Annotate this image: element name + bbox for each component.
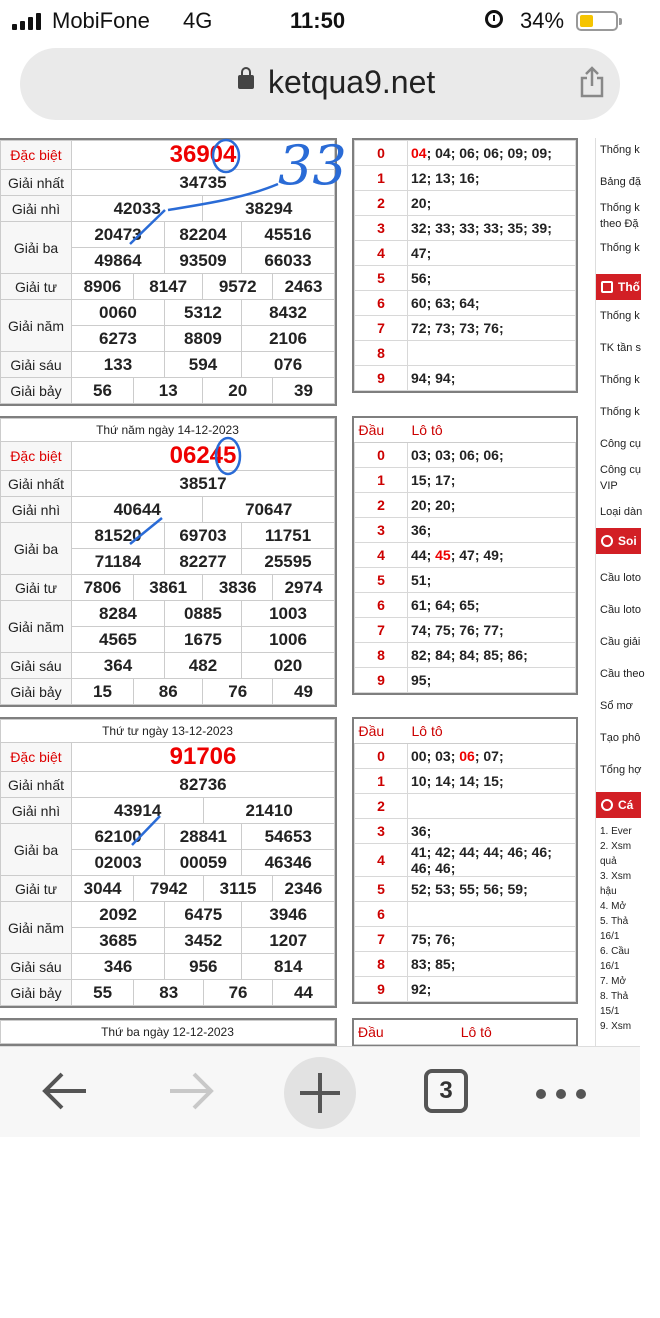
loto-row (355, 191, 576, 216)
loto-cell: 94; 94; (408, 366, 576, 391)
dau-header: Đầu (355, 719, 408, 744)
third-prize: 62100 (72, 824, 165, 850)
share-icon[interactable] (578, 66, 606, 98)
fourth-prize: 7942 (134, 876, 204, 902)
prize-label: Giải nhất (1, 471, 72, 497)
dau-cell: 3 (355, 216, 408, 241)
result-table (0, 1018, 337, 1046)
sixth-prize: 482 (164, 653, 241, 679)
sidebar-link[interactable]: Thống k (600, 144, 640, 156)
loto-header: Lô tô (408, 418, 576, 443)
sidebar-link[interactable]: theo Đặ (600, 218, 639, 230)
users-icon (601, 799, 613, 811)
loto-row (355, 291, 576, 316)
seventh-prize: 44 (272, 980, 334, 1006)
prize-label: Đặc biệt (1, 442, 72, 471)
right-sidebar (595, 138, 645, 1046)
prize-label: Giải nhì (1, 798, 72, 824)
dau-cell: 7 (355, 316, 408, 341)
dau-cell: 8 (355, 643, 408, 668)
sixth-prize: 364 (72, 653, 165, 679)
new-tab-button[interactable] (284, 1057, 356, 1129)
loto-cell: 82; 84; 84; 85; 86; (408, 643, 576, 668)
second-prize: 43914 (72, 798, 204, 824)
loto-cell: 44; 45; 47; 49; (408, 543, 576, 568)
loto-row (355, 877, 576, 902)
dau-cell: 0 (355, 141, 408, 166)
result-block (0, 416, 640, 716)
fifth-prize: 0060 (72, 300, 165, 326)
sidebar-news-link[interactable]: 4. Mở (600, 901, 627, 912)
second-prize: 40644 (72, 497, 203, 523)
fourth-prize: 7806 (72, 575, 134, 601)
dau-cell: 0 (355, 443, 408, 468)
dau-cell: 8 (355, 341, 408, 366)
address-bar[interactable] (20, 48, 620, 120)
prize-label: Giải nhì (1, 497, 72, 523)
third-prize: 20473 (72, 222, 165, 248)
prize-label: Giải sáu (1, 352, 72, 378)
loto-cell: 10; 14; 14; 15; (408, 769, 576, 794)
prize-label: Giải tư (1, 575, 72, 601)
alarm-icon (485, 10, 503, 28)
fourth-prize: 3115 (204, 876, 272, 902)
prize-label: Giải năm (1, 601, 72, 653)
loto-row (355, 794, 576, 819)
prize-label: Giải nhất (1, 170, 72, 196)
sidebar-link[interactable]: Loại dàn (600, 506, 643, 518)
dau-cell: 3 (355, 518, 408, 543)
signal-icon (12, 12, 41, 30)
loto-row (355, 316, 576, 341)
loto-row (355, 266, 576, 291)
loto-cell (408, 341, 576, 366)
result-table (0, 138, 337, 406)
fifth-prize: 2106 (242, 326, 335, 352)
fifth-prize: 1006 (242, 627, 335, 653)
loto-cell: 83; 85; (408, 952, 576, 977)
loto-row (355, 643, 576, 668)
first-prize: 82736 (72, 772, 335, 798)
dau-cell: 4 (355, 241, 408, 266)
loto-cell: 60; 63; 64; (408, 291, 576, 316)
loto-cell: 56; (408, 266, 576, 291)
sixth-prize: 956 (165, 954, 242, 980)
special-prize: 36904 (72, 141, 335, 170)
result-date: Thứ tư ngày 13-12-2023 (1, 720, 335, 743)
dau-header: Đầu (355, 418, 408, 443)
fifth-prize: 1003 (242, 601, 335, 627)
third-prize: 11751 (242, 523, 335, 549)
loto-row (355, 341, 576, 366)
sixth-prize: 076 (242, 352, 335, 378)
fifth-prize: 2092 (72, 902, 165, 928)
prize-label: Giải năm (1, 300, 72, 352)
sidebar-news-link[interactable]: 9. Xsm (600, 1021, 632, 1032)
loto-cell (408, 794, 576, 819)
third-prize: 82204 (164, 222, 241, 248)
dau-cell: 4 (355, 543, 408, 568)
loto-row (355, 241, 576, 266)
seventh-prize: 55 (72, 980, 134, 1006)
loto-row (355, 668, 576, 693)
dau-cell: 5 (355, 266, 408, 291)
fourth-prize: 9572 (203, 274, 273, 300)
fifth-prize: 5312 (164, 300, 241, 326)
loto-row (355, 618, 576, 643)
loto-header: Lô tô (408, 719, 576, 744)
sidebar-news-link[interactable]: 7. Mở (600, 976, 627, 987)
loto-table (352, 138, 578, 393)
page-content[interactable] (0, 134, 645, 1046)
loto-row (355, 952, 576, 977)
loto-row (355, 902, 576, 927)
seventh-prize: 13 (133, 378, 203, 404)
loto-row (355, 744, 576, 769)
url-text[interactable]: ketqua9.net (268, 64, 436, 100)
loto-row (355, 166, 576, 191)
third-prize: 82277 (164, 549, 241, 575)
loto-table (352, 717, 578, 1004)
more-menu-icon[interactable] (536, 1089, 586, 1099)
sidebar-section-header: Thố (596, 274, 641, 300)
sidebar-news-link[interactable]: 8. Thả (600, 991, 629, 1002)
third-prize: 49864 (72, 248, 165, 274)
loto-cell: 03; 03; 06; 06; (408, 443, 576, 468)
loto-row (355, 518, 576, 543)
loto-cell: 51; (408, 568, 576, 593)
first-prize: 38517 (72, 471, 335, 497)
dau-cell: 0 (355, 744, 408, 769)
sidebar-news-link[interactable]: 2. Xsm (600, 841, 632, 852)
dau-cell: 3 (355, 819, 408, 844)
prize-label: Giải bảy (1, 378, 72, 404)
third-prize: 81520 (72, 523, 165, 549)
loto-cell: 12; 13; 16; (408, 166, 576, 191)
seventh-prize: 49 (273, 679, 335, 705)
dau-cell: 6 (355, 902, 408, 927)
fifth-prize: 6475 (165, 902, 242, 928)
sidebar-link[interactable]: TK tần s (600, 342, 641, 354)
sidebar-news-link[interactable]: 16/1 (600, 961, 620, 972)
lock-icon (238, 75, 254, 89)
back-icon[interactable] (40, 1069, 90, 1113)
third-prize: 00059 (165, 850, 242, 876)
result-date: Thứ ba ngày 12-12-2023 (1, 1021, 335, 1044)
battery-icon (576, 11, 618, 31)
sidebar-link[interactable]: Sổ mơ (600, 700, 633, 712)
loto-cell: 32; 33; 33; 33; 35; 39; (408, 216, 576, 241)
forward-icon[interactable] (166, 1069, 216, 1113)
seventh-prize: 20 (203, 378, 273, 404)
result-block (0, 717, 640, 1017)
loto-row (355, 593, 576, 618)
loto-cell: 00; 03; 06; 07; (408, 744, 576, 769)
third-prize: 71184 (72, 549, 165, 575)
loto-row (355, 216, 576, 241)
prize-label: Giải bảy (1, 679, 72, 705)
sidebar-section-header: Cá (596, 792, 641, 818)
prize-label: Giải sáu (1, 653, 72, 679)
loto-cell: 41; 42; 44; 44; 46; 46; 46; 46; (408, 844, 576, 877)
third-prize: 54653 (242, 824, 335, 850)
dau-cell: 2 (355, 493, 408, 518)
dau-cell: 7 (355, 927, 408, 952)
sidebar-link[interactable]: Thống k (600, 374, 640, 386)
second-prize: 38294 (203, 196, 335, 222)
loto-cell: 52; 53; 55; 56; 59; (408, 877, 576, 902)
seventh-prize: 15 (72, 679, 134, 705)
second-prize: 42033 (72, 196, 203, 222)
sidebar-news-link[interactable]: quả (600, 856, 617, 867)
loto-row (355, 844, 576, 877)
third-prize: 02003 (72, 850, 165, 876)
dau-cell: 7 (355, 618, 408, 643)
result-block (0, 138, 640, 438)
search-icon (601, 535, 613, 547)
loto-cell: 20; (408, 191, 576, 216)
seventh-prize: 86 (133, 679, 203, 705)
handwritten-note: 33 (278, 134, 347, 197)
loto-row (355, 819, 576, 844)
fifth-prize: 3946 (242, 902, 335, 928)
special-prize: 06245 (72, 442, 335, 471)
dau-header: Đầu (354, 1020, 457, 1045)
seventh-prize: 76 (204, 980, 272, 1006)
special-prize: 91706 (72, 743, 335, 772)
loto-cell: 04; 04; 06; 06; 09; 09; (408, 141, 576, 166)
sidebar-link[interactable]: Tạo phô (600, 732, 641, 744)
loto-row (355, 927, 576, 952)
prize-label: Giải ba (1, 824, 72, 876)
fifth-prize: 8809 (164, 326, 241, 352)
loto-row (355, 493, 576, 518)
sixth-prize: 814 (242, 954, 335, 980)
prize-label: Đặc biệt (1, 743, 72, 772)
prize-label: Giải sáu (1, 954, 72, 980)
loto-cell: 36; (408, 819, 576, 844)
loto-header: Lô tô (457, 1020, 576, 1045)
prize-label: Giải ba (1, 222, 72, 274)
third-prize: 45516 (242, 222, 335, 248)
result-table (0, 416, 337, 707)
sidebar-news-link[interactable]: hậu (600, 886, 617, 897)
fifth-prize: 6273 (72, 326, 165, 352)
sidebar-news-link[interactable]: 16/1 (600, 931, 620, 942)
result-date: Thứ năm ngày 14-12-2023 (1, 419, 335, 442)
fourth-prize: 3861 (133, 575, 203, 601)
fourth-prize: 3836 (203, 575, 273, 601)
sidebar-link[interactable]: Công cụ (600, 438, 641, 450)
fifth-prize: 0885 (164, 601, 241, 627)
sidebar-section-header: Soi (596, 528, 641, 554)
sixth-prize: 020 (242, 653, 335, 679)
fifth-prize: 1207 (242, 928, 335, 954)
sidebar-link[interactable]: Tổng hợ (600, 764, 642, 776)
fifth-prize: 3452 (165, 928, 242, 954)
sidebar-link[interactable]: VIP (600, 480, 618, 492)
plus-icon (284, 1057, 356, 1129)
loto-cell: 75; 76; (408, 927, 576, 952)
loto-row (355, 366, 576, 391)
seventh-prize: 56 (72, 378, 134, 404)
status-bar (0, 0, 640, 42)
prize-label: Giải nhất (1, 772, 72, 798)
second-prize: 21410 (204, 798, 335, 824)
third-prize: 25595 (242, 549, 335, 575)
loto-row (355, 543, 576, 568)
loto-cell: 74; 75; 76; 77; (408, 618, 576, 643)
loto-cell: 15; 17; (408, 468, 576, 493)
sidebar-news-link[interactable]: 15/1 (600, 1006, 620, 1017)
sidebar-news-link[interactable]: 1. Ever (600, 826, 632, 837)
result-table (0, 717, 337, 1008)
third-prize: 66033 (242, 248, 335, 274)
prize-label: Giải năm (1, 902, 72, 954)
sixth-prize: 133 (72, 352, 165, 378)
loto-cell: 72; 73; 73; 76; (408, 316, 576, 341)
third-prize: 28841 (165, 824, 242, 850)
fifth-prize: 4565 (72, 627, 165, 653)
third-prize: 46346 (242, 850, 335, 876)
clock: 11:50 (290, 8, 346, 33)
sidebar-link[interactable]: Thống k (600, 310, 640, 322)
loto-cell: 36; (408, 518, 576, 543)
fifth-prize: 8432 (242, 300, 335, 326)
sidebar-link[interactable]: Công cụ (600, 464, 641, 476)
loto-row (355, 568, 576, 593)
dau-cell: 8 (355, 952, 408, 977)
prize-label: Giải nhì (1, 196, 72, 222)
loto-table (352, 416, 578, 695)
loto-table (352, 1018, 578, 1047)
sidebar-link[interactable]: Cầu giải (600, 636, 641, 648)
tab-switcher-button[interactable]: 3 (424, 1069, 468, 1113)
dau-cell: 4 (355, 844, 408, 877)
fourth-prize: 2346 (272, 876, 334, 902)
prize-label: Đặc biệt (1, 141, 72, 170)
seventh-prize: 76 (203, 679, 273, 705)
sidebar-link[interactable]: Cầu theo (600, 668, 645, 680)
fourth-prize: 3044 (72, 876, 134, 902)
fifth-prize: 1675 (164, 627, 241, 653)
battery-percent: 34% (520, 8, 565, 33)
loto-cell: 92; (408, 977, 576, 1002)
loto-cell: 47; (408, 241, 576, 266)
sixth-prize: 346 (72, 954, 165, 980)
loto-cell: 95; (408, 668, 576, 693)
loto-cell: 61; 64; 65; (408, 593, 576, 618)
fifth-prize: 3685 (72, 928, 165, 954)
dau-cell: 2 (355, 191, 408, 216)
prize-label: Giải tư (1, 274, 72, 300)
sidebar-link[interactable]: Thống k (600, 406, 640, 418)
sidebar-news-link[interactable]: 6. Cầu (600, 946, 630, 957)
loto-cell: 20; 20; (408, 493, 576, 518)
third-prize: 69703 (164, 523, 241, 549)
network-label: 4G (183, 8, 213, 33)
dau-cell: 1 (355, 166, 408, 191)
prize-label: Giải ba (1, 523, 72, 575)
loto-row (355, 443, 576, 468)
sidebar-news-link[interactable]: 3. Xsm (600, 871, 632, 882)
fourth-prize: 2974 (273, 575, 335, 601)
fourth-prize: 8906 (72, 274, 134, 300)
fifth-prize: 8284 (72, 601, 165, 627)
dau-cell: 5 (355, 568, 408, 593)
sidebar-news-link[interactable]: 5. Thả (600, 916, 629, 927)
sidebar-link[interactable]: Bảng đặ (600, 176, 641, 188)
fourth-prize: 2463 (273, 274, 335, 300)
loto-cell (408, 902, 576, 927)
carrier-label: MobiFone (52, 8, 150, 33)
prize-label: Giải tư (1, 876, 72, 902)
loto-row (355, 468, 576, 493)
seventh-prize: 83 (134, 980, 204, 1006)
dau-cell: 5 (355, 877, 408, 902)
prize-label: Giải bảy (1, 980, 72, 1006)
dau-cell: 6 (355, 593, 408, 618)
dau-cell: 2 (355, 794, 408, 819)
dau-cell: 6 (355, 291, 408, 316)
loto-row (355, 977, 576, 1002)
sixth-prize: 594 (164, 352, 241, 378)
third-prize: 93509 (164, 248, 241, 274)
dau-cell: 9 (355, 668, 408, 693)
sidebar-link[interactable]: Thống k (600, 242, 640, 254)
seventh-prize: 39 (273, 378, 335, 404)
dau-cell: 1 (355, 769, 408, 794)
fourth-prize: 8147 (133, 274, 203, 300)
dau-cell: 9 (355, 977, 408, 1002)
browser-toolbar (0, 1046, 640, 1137)
dau-cell: 9 (355, 366, 408, 391)
chart-icon (601, 281, 613, 293)
second-prize: 70647 (203, 497, 335, 523)
sidebar-link[interactable]: Cầu loto (600, 572, 641, 584)
dau-cell: 1 (355, 468, 408, 493)
sidebar-link[interactable]: Thống k (600, 202, 640, 214)
loto-row (355, 141, 576, 166)
first-prize: 34735 (72, 170, 335, 196)
loto-row (355, 769, 576, 794)
sidebar-link[interactable]: Cầu loto (600, 604, 641, 616)
